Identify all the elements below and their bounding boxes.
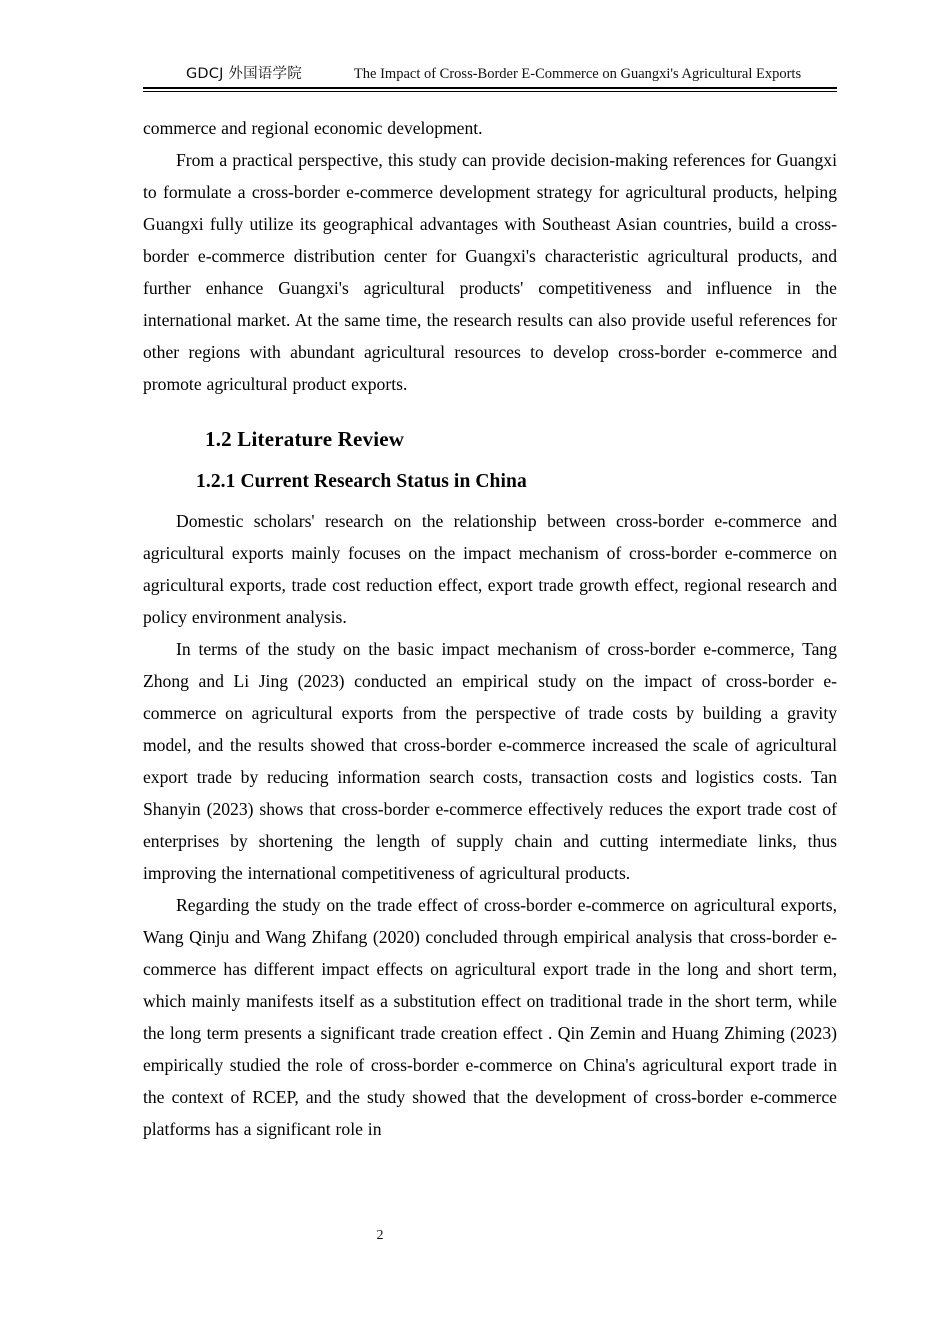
paragraph-domestic-scholars: Domestic scholars' research on the relationship between cross-border e-commerce and agricultural exports mainly focuses on the impact mechanism of cross-border e-commerce on agricultural exports, trade cost reduction effect, export trade growth effect, regional research and policy environment analysis. [143, 511, 837, 627]
paragraph-trade-effect: Regarding the study on the trade effect of cross-border e-commerce on agricultural exports, Wang Qinju and Wang Zhifang (2020) concluded through empirical analysis that cross-border e-commerce has different impact effects on agricultural export trade in the long and short term, which mainly manifests itself as a substitution effect on traditional trade in the short term, while the long term presents a significant trade creation effect . Qin Zemin and Huang Zhiming (2023) empirically studied the role of cross-border e-commerce on China's agricultural export trade in the context of RCEP, and the study showed that the development of cross-border e-commerce platforms has a significant role in [143, 895, 837, 1139]
page-header [143, 62, 837, 92]
document-body [143, 112, 837, 1145]
spacer-after-section-heading [143, 454, 837, 467]
paragraph-impact-mechanism: In terms of the study on the basic impact mechanism of cross-border e-commerce, Tang Zhong and Li Jing (2023) conducted an empirical study on the impact of cross-border e-commerce on agricultural exports from the perspective of trade costs by building a gravity model, and the results showed that cross-border e-commerce increased the scale of agricultural export trade by reducing information search costs, transaction costs and logistics costs. Tan Shanyin (2023) shows that cross-border e-commerce effectively reduces the export trade cost of enterprises by shortening the length of supply chain and cutting intermediate links, thus improving the international competitiveness of agricultural products. [143, 639, 837, 883]
header-document-title: The Impact of Cross-Border E-Commerce on Guangxi's Agricultural Exports [353, 66, 802, 82]
paragraph-continued: commerce and regional economic development. [143, 118, 483, 138]
page-number: 2 [376, 1228, 384, 1243]
header-rule-thick [143, 87, 837, 89]
page-header-row [143, 62, 837, 88]
header-rule-thin [143, 91, 837, 92]
header-institution-label: GDCJ 外国语学院 [186, 66, 302, 82]
spacer-after-subsection-heading [143, 497, 837, 505]
paragraph-practical-perspective: From a practical perspective, this study can provide decision-making references for Guangxi to formulate a cross-border e-commerce development strategy for agricultural products, helping Guangxi fully utilize its geographical advantages with Southeast Asian countries, build a cross-border e-commerce distribution center for Guangxi's characteristic agricultural products, and further enhance Guangxi's agricultural products' competitiveness and influence in the international market. At the same time, the research results can also provide useful references for other regions with abundant agricultural resources to develop cross-border e-commerce and promote agricultural product exports. [143, 150, 837, 394]
spacer-before-section-heading [143, 400, 837, 424]
heading-literature-review: 1.2 Literature Review [205, 427, 405, 451]
heading-current-research-status-in-china: 1.2.1 Current Research Status in China [196, 471, 527, 492]
